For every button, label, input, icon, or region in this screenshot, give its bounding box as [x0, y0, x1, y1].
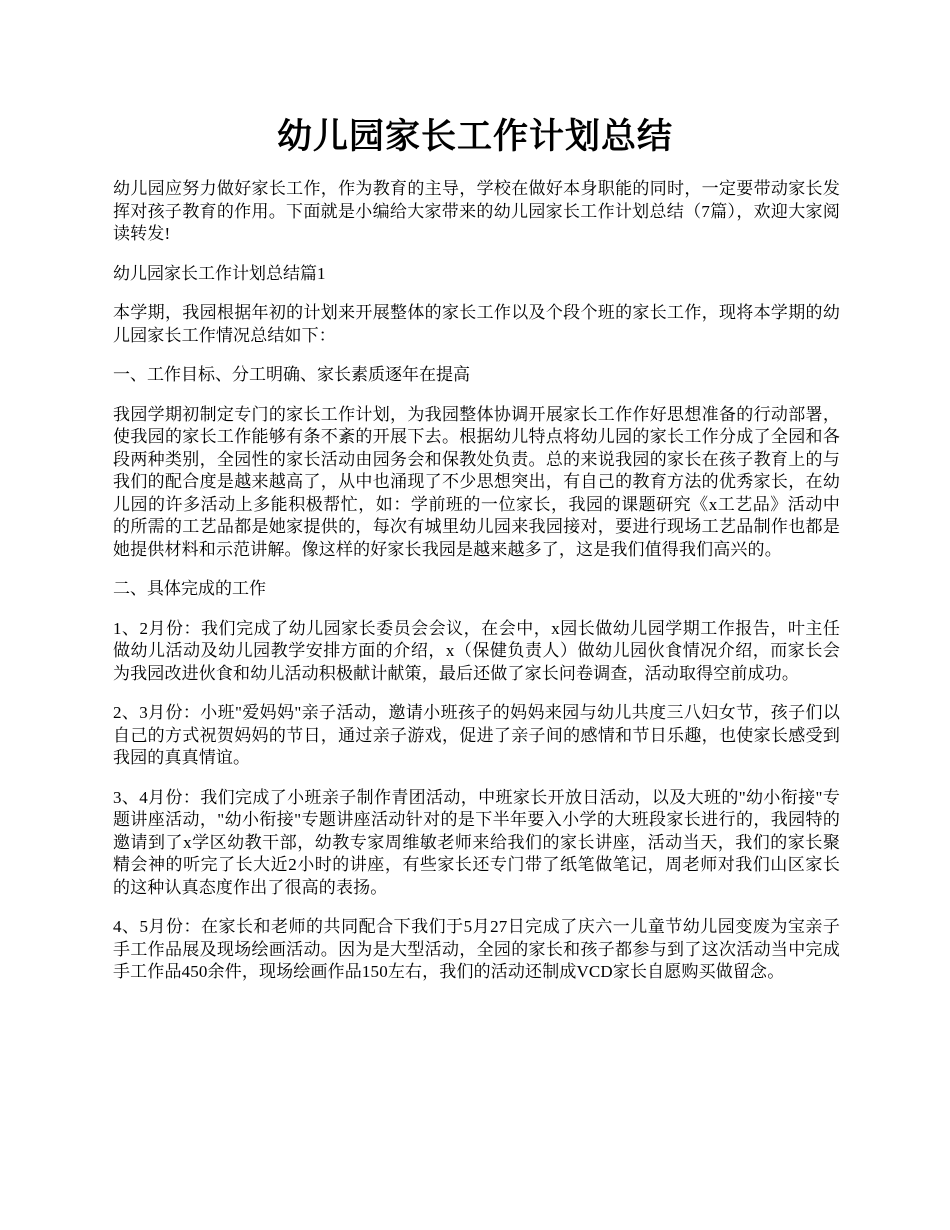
item-march: 2、3月份：小班"爱妈妈"亲子活动，邀请小班孩子的妈妈来园与幼儿共度三八妇女节，孩子们以自己的方式祝贺妈妈的节日，通过亲子游戏，促进了亲子间的感情和节日乐趣，也使家长感受到我园的真真情谊。	[113, 703, 840, 767]
item-april: 3、4月份：我们完成了小班亲子制作青团活动，中班家长开放日活动，以及大班的"幼小衔接"专题讲座活动，"幼小衔接"专题讲座活动针对的是下半年要入小学的大班段家长进行的，我园特的邀请到了x学区幼教干部，幼教专家周维敏老师来给我们的家长讲座，活动当天，我们的家长聚精会神的听完了长大近2小时的讲座，有些家长还专门带了纸笔做笔记，周老师对我们山区家长的这种认真态度作出了很高的表扬。	[113, 787, 840, 897]
document-body	[113, 178, 840, 1001]
heading-completed-work: 二、具体完成的工作	[113, 579, 266, 598]
intro-paragraph: 幼儿园应努力做好家长工作，作为教育的主导，学校在做好本身职能的同时，一定要带动家长发挥对孩子教育的作用。下面就是小编给大家带来的幼儿园家长工作计划总结（7篇），欢迎大家阅读转发!	[113, 179, 840, 243]
item-may: 4、5月份：在家长和老师的共同配合下我们于5月27日完成了庆六一儿童节幼儿园变废为宝亲子手工作品展及现场绘画活动。因为是大型活动，全园的家长和孩子都参与到了这次活动当中完成手工作品450余件，现场绘画作品150左右，我们的活动还制成VCD家长自愿购买做留念。	[113, 917, 840, 981]
heading-goals: 一、工作目标、分工明确、家长素质逐年在提高	[113, 365, 470, 384]
section-title: 幼儿园家长工作计划总结篇1	[113, 263, 326, 283]
goals-paragraph: 我园学期初制定专门的家长工作计划，为我园整体协调开展家长工作作好思想准备的行动部署，使我园的家长工作能够有条不紊的开展下去。根据幼儿特点将幼儿园的家长工作分成了全园和各段两种类别，全园性的家长活动由园务会和保教处负责。总的来说我园的家长在孩子教育上的与我们的配合度是越来越高了，从中也涌现了不少思想突出，有自己的教育方法的优秀家长，在幼儿园的许多活动上多能积极帮忙，如：学前班的一位家长，我园的课题研究《x工艺品》活动中的所需的工艺品都是她家提供的，每次有城里幼儿园来我园接对，要进行现场工艺品制作也都是她提供材料和示范讲解。像这样的好家长我园是越来越多了，这是我们值得我们高兴的。	[113, 404, 840, 559]
opening-paragraph: 本学期，我园根据年初的计划来开展整体的家长工作以及个段个班的家长工作，现将本学期的幼儿园家长工作情况总结如下：	[113, 303, 840, 345]
item-february: 1、2月份：我们完成了幼儿园家长委员会会议，在会中，x园长做幼儿园学期工作报告，叶主任做幼儿活动及幼儿园教学安排方面的介绍，x（保健负责人）做幼儿园伙食情况介绍，而家长会为我园改进伙食和幼儿活动积极献计献策，最后还做了家长问卷调查，活动取得空前成功。	[113, 618, 840, 683]
document-title: 幼儿园家长工作计划总结	[276, 117, 673, 156]
